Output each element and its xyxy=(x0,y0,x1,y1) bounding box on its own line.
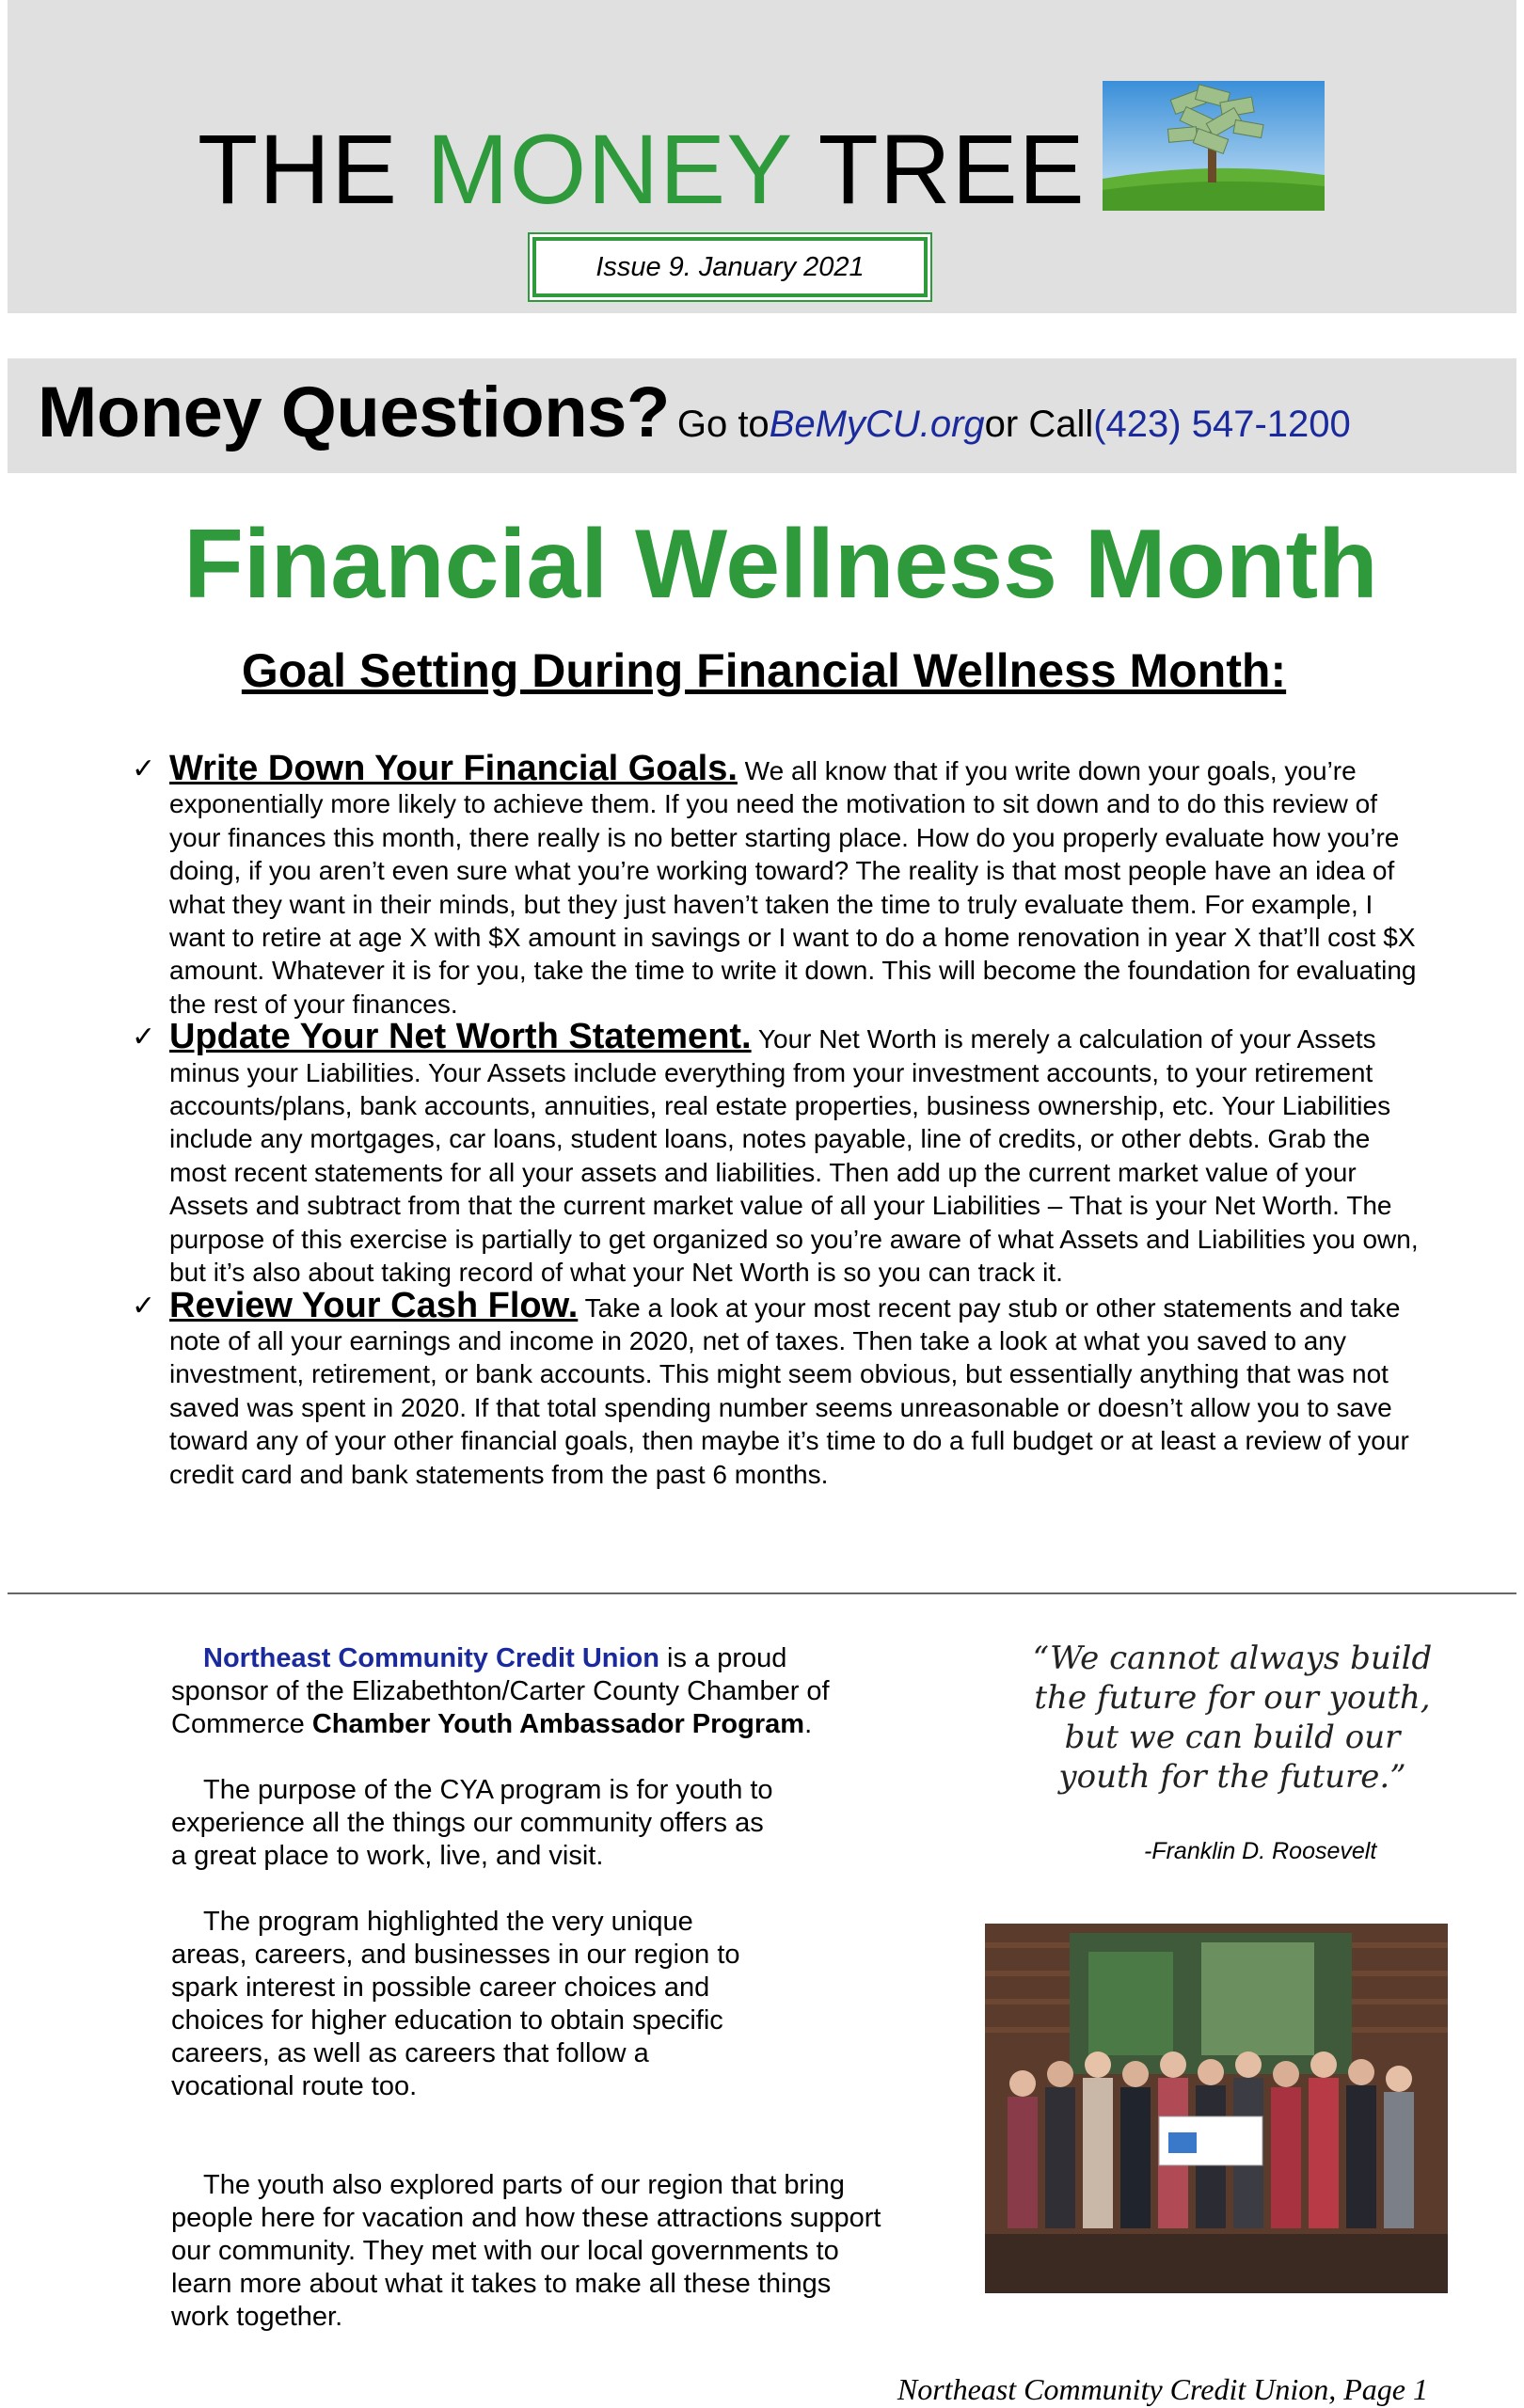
subheadline: Goal Setting During Financial Wellness Month: xyxy=(241,644,1287,697)
title-money: MONEY xyxy=(426,115,792,225)
tip-net-worth xyxy=(132,1017,1421,1289)
sponsor-text: is a proud sponsor of the Elizabethton/Carter County Chamber of Commerce xyxy=(171,1643,830,1739)
sponsor-article xyxy=(171,1642,886,2334)
tip-title: Write Down Your Financial Goals. xyxy=(169,749,738,788)
tip-body: We all know that if you write down your goals, you’re exponentially more likely to achieve them. If you need the motivation to sit down and to do this review of your finances this month, there really is no better starting place. How do you properly evaluate how you’re doing, if you aren’t even sure what you’re working toward? The reality is that most people have an idea of what they want in their minds, but they just haven’t taken the time to truly evaluate them. For example, I want to retire at age X with $X amount in savings or I want to do a home renovation in year X that’ll cost $X amount. Whatever it is for you, take the time to write it down. This will become the foundation for evaluating the rest of your finances. xyxy=(169,756,1417,1019)
roosevelt-quote: “We cannot always build the future for our youth, but we can build our youth for the future.” xyxy=(1032,1640,1433,1796)
page-footer: Northeast Community Credit Union, Page 1 xyxy=(897,2372,1428,2406)
tip-cash-flow xyxy=(132,1285,1421,1491)
tip-title: Review Your Cash Flow. xyxy=(169,1285,579,1325)
money-questions xyxy=(38,372,1351,453)
checkmark-icon: ✓ xyxy=(132,752,156,785)
sponsor-paragraph-1: Northeast Community Credit Union is a proud sponsor of the Elizabethton/Carter County Chamber of Commerce Chamber Youth Ambassador Program. xyxy=(171,1643,830,1739)
program-name: Chamber Youth Ambassador Program xyxy=(311,1709,805,1739)
checkmark-icon: ✓ xyxy=(132,1021,156,1054)
tip-body: Your Net Worth is merely a calculation of your Assets minus your Liabilities. Your Assets include everything from your investment accounts, to your retirement accounts/plans, bank accounts, annuities, real estate properties, business ownership, etc. Your Liabilities include any mortgages, car loans, student loans, notes payable, line of credits, or other debts. Grab the most recent statements for all your assets and liabilities. Then add up the current market value of your Assets and subtract from that the current market value of all your Liabilities – That is your Net Worth. The purpose of this exercise is partially to get organized so you’re aware of what Assets and Liabilities you own, but it’s also about taking record of what your Net Worth is so you can track it. xyxy=(169,1024,1419,1288)
quote-attribution: -Franklin D. Roosevelt xyxy=(1144,1838,1377,1864)
or-call-text: or Call xyxy=(984,404,1094,445)
credit-union-name: Northeast Community Credit Union xyxy=(203,1643,659,1673)
goto-text: Go to xyxy=(676,404,770,445)
tip-body: Take a look at your most recent pay stub or other statements and take note of all your earnings and income in 2020, net of taxes. Then take a look at what you saved to any investment, retirement, or bank accounts. This might seem obvious, but essentially anything that was not saved was spent in 2020. If that total spending number seems unreasonable or doesn’t allow you to save toward any of your other financial goals, then maybe it’s time to do a full budget or at least a review of your credit card and bank statements from the past 6 months. xyxy=(169,1292,1409,1489)
money-questions-heading: Money Questions? xyxy=(38,372,670,452)
issue-label: Issue 9. January 2021 xyxy=(595,251,865,282)
section-divider xyxy=(8,1592,1516,1594)
website-link[interactable]: BeMyCU.org xyxy=(769,404,985,445)
title-the: THE xyxy=(198,115,427,225)
headline: Financial Wellness Month xyxy=(183,510,1378,619)
money-tree-image xyxy=(1103,81,1325,211)
title-tree: TREE xyxy=(791,115,1086,225)
sponsor-paragraph-4: The youth also explored parts of our region that bring people here for vacation and how these attractions support our community. They met with our local governments to learn more about what it takes to make all these things work together. xyxy=(171,2170,881,2332)
tip-title: Update Your Net Worth Statement. xyxy=(169,1017,752,1057)
group-photo xyxy=(985,1924,1448,2293)
sponsor-paragraph-3: The program highlighted the very unique areas, careers, and businesses in our region to spark interest in possible career choices and choices for higher education to obtain specific careers, as well as careers that follow a vocational route too. xyxy=(171,1907,740,2101)
issue-box xyxy=(532,237,928,297)
tip-write-down-goals xyxy=(132,749,1421,1021)
phone-number: (423) 547-1200 xyxy=(1093,404,1351,445)
newsletter-title xyxy=(198,115,1086,225)
sponsor-paragraph-2: The purpose of the CYA program is for youth to experience all the things our community offers as a great place to work, live, and visit. xyxy=(171,1775,773,1871)
goal-tips-list xyxy=(132,749,1421,1491)
checkmark-icon: ✓ xyxy=(132,1289,156,1323)
